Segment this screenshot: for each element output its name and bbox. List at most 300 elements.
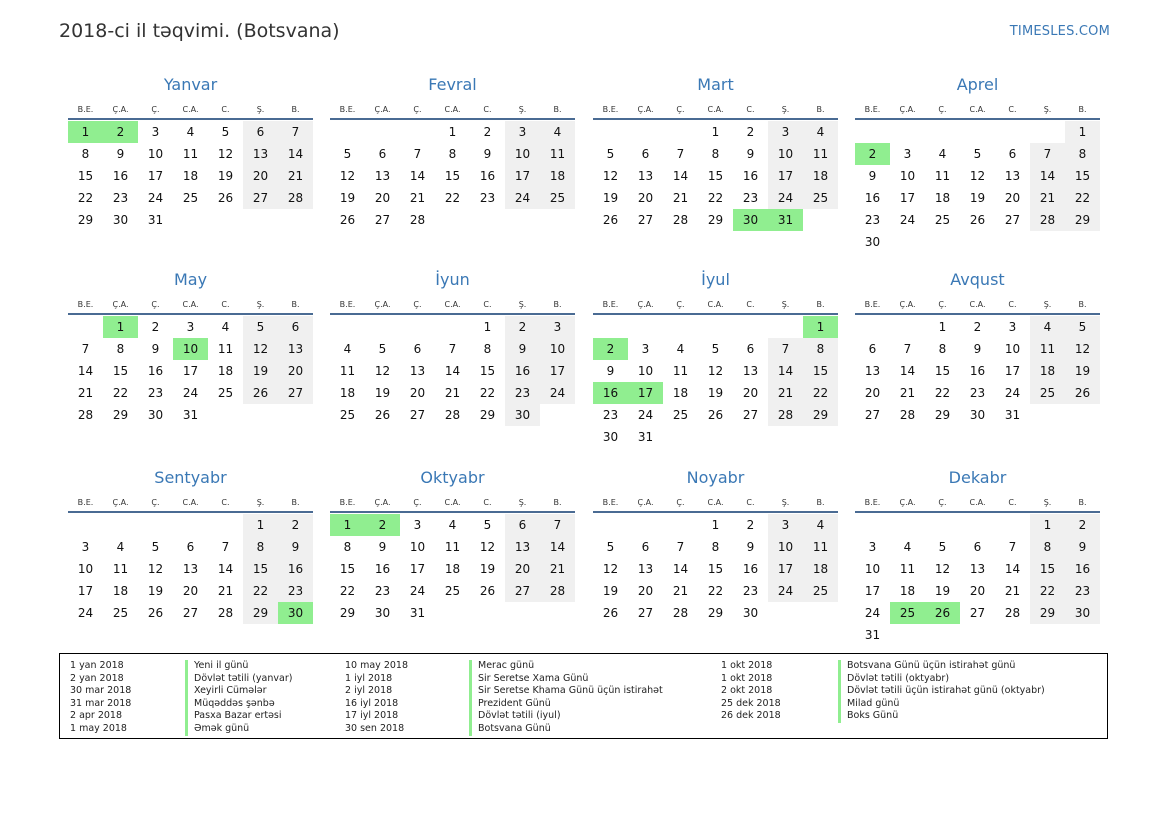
day-cell: 7 <box>413 147 422 161</box>
day-cell: 4 <box>1030 316 1065 338</box>
day-cell: 16 <box>374 562 391 576</box>
day-cell: 1 <box>711 125 720 139</box>
holiday-day-cell: 1 <box>330 514 365 536</box>
day-cell: 16 <box>1065 558 1100 580</box>
empty-cell <box>593 121 628 143</box>
weekday-label: C. <box>1008 498 1017 507</box>
day-cell: 31 <box>864 628 881 642</box>
day-cell: 22 <box>707 584 724 598</box>
day-cell: 29 <box>1065 209 1100 231</box>
day-cell: 8 <box>448 147 457 161</box>
day-cell: 25 <box>182 191 199 205</box>
day-cell: 29 <box>112 408 129 422</box>
day-cell: 19 <box>707 386 724 400</box>
day-cell: 27 <box>278 382 313 404</box>
day-cell: 22 <box>243 580 278 602</box>
holiday-day-cell: 1 <box>103 316 138 338</box>
day-cell: 31 <box>147 213 164 227</box>
day-cell: 4 <box>676 342 685 356</box>
day-cell: 27 <box>637 606 654 620</box>
day-cell: 27 <box>243 187 278 209</box>
empty-cell <box>855 514 890 536</box>
weekday-label: Ş. <box>256 105 265 114</box>
weekday-label: B. <box>816 498 825 507</box>
day-cell: 11 <box>934 169 951 183</box>
day-cell: 21 <box>278 165 313 187</box>
day-cell: 20 <box>182 584 199 598</box>
day-cell: 22 <box>112 386 129 400</box>
day-cell: 18 <box>1030 360 1065 382</box>
weekday-label: Ç.A. <box>112 498 129 507</box>
day-cell: 16 <box>864 191 881 205</box>
weekday-label: C.A. <box>969 300 986 309</box>
day-cell: 11 <box>899 562 916 576</box>
day-cell: 10 <box>768 536 803 558</box>
day-cell: 27 <box>374 213 391 227</box>
day-cell: 10 <box>147 147 164 161</box>
month-dekabr <box>855 468 1100 646</box>
day-cell: 8 <box>938 342 947 356</box>
holiday-day-cell: 30 <box>278 602 313 624</box>
day-cell: 8 <box>711 540 720 554</box>
day-cell: 30 <box>742 606 759 620</box>
day-cell: 23 <box>112 191 129 205</box>
day-cell: 10 <box>1004 342 1021 356</box>
day-cell: 7 <box>676 147 685 161</box>
day-cell: 22 <box>934 386 951 400</box>
month-name: Avqust <box>950 270 1005 289</box>
day-cell: 27 <box>409 408 426 422</box>
weekday-label: Ç. <box>413 105 422 114</box>
day-cell: 3 <box>903 147 912 161</box>
weekday-label: Ç.A. <box>374 105 391 114</box>
day-cell: 4 <box>343 342 352 356</box>
day-cell: 12 <box>602 169 619 183</box>
day-cell: 10 <box>864 562 881 576</box>
day-cell: 24 <box>637 408 654 422</box>
day-cell: 23 <box>742 584 759 598</box>
legend-date: 2 iyl 2018 <box>345 685 393 697</box>
empty-cell <box>208 514 243 536</box>
day-cell: 19 <box>374 386 391 400</box>
day-cell: 3 <box>505 121 540 143</box>
empty-cell <box>663 121 698 143</box>
weekday-label: Ş. <box>781 300 790 309</box>
day-cell: 21 <box>77 386 94 400</box>
day-cell: 3 <box>768 121 803 143</box>
day-cell: 7 <box>1030 143 1065 165</box>
day-cell: 10 <box>637 364 654 378</box>
day-cell: 6 <box>973 540 982 554</box>
day-cell: 20 <box>409 386 426 400</box>
legend-dates-col-2 <box>345 660 408 736</box>
empty-cell <box>330 121 365 143</box>
weekday-label: Ç. <box>676 300 685 309</box>
day-cell: 22 <box>444 191 461 205</box>
weekday-label: C.A. <box>182 300 199 309</box>
empty-cell <box>960 121 995 143</box>
day-cell: 13 <box>182 562 199 576</box>
day-cell: 9 <box>278 536 313 558</box>
day-cell: 24 <box>505 187 540 209</box>
day-cell: 18 <box>339 386 356 400</box>
weekday-header <box>330 498 575 513</box>
day-cell: 9 <box>378 540 387 554</box>
weekday-label: C.A. <box>707 105 724 114</box>
weekday-label: C. <box>483 300 492 309</box>
day-cell: 17 <box>540 360 575 382</box>
holiday-day-cell: 1 <box>68 121 103 143</box>
day-cell: 4 <box>116 540 125 554</box>
weekday-label: C.A. <box>444 105 461 114</box>
weekday-label: Ç. <box>676 105 685 114</box>
empty-cell <box>960 514 995 536</box>
day-cell: 31 <box>182 408 199 422</box>
day-cell: 15 <box>707 562 724 576</box>
day-cell: 25 <box>112 606 129 620</box>
day-cell: 14 <box>672 169 689 183</box>
month-name: Mart <box>697 75 734 94</box>
day-cell: 22 <box>479 386 496 400</box>
legend-date: 25 dek 2018 <box>721 697 781 709</box>
weekday-header <box>855 498 1100 513</box>
legend-date: 2 apr 2018 <box>70 710 123 722</box>
weekday-label: Ç.A. <box>637 498 654 507</box>
holiday-day-cell: 25 <box>890 602 925 624</box>
legend-date: 1 may 2018 <box>70 722 127 734</box>
day-cell: 17 <box>77 584 94 598</box>
day-cell: 20 <box>278 360 313 382</box>
day-cell: 14 <box>1004 562 1021 576</box>
day-cell: 26 <box>243 382 278 404</box>
day-cell: 3 <box>413 518 422 532</box>
day-cell: 22 <box>707 191 724 205</box>
weekday-label: Ç.A. <box>637 300 654 309</box>
weekday-label: C.A. <box>707 498 724 507</box>
month-mart <box>593 75 838 231</box>
day-cell: 14 <box>278 143 313 165</box>
day-cell: 19 <box>217 169 234 183</box>
day-cell: 5 <box>378 342 387 356</box>
day-cell: 14 <box>768 360 803 382</box>
weekday-label: Ş. <box>1043 300 1052 309</box>
weekday-label: B. <box>1078 300 1087 309</box>
day-cell: 12 <box>602 562 619 576</box>
day-cell: 14 <box>444 364 461 378</box>
legend-holiday-name: Dövlət tətili (iyul) <box>469 710 663 723</box>
empty-cell <box>628 316 663 338</box>
weekday-label: C. <box>746 105 755 114</box>
day-cell: 16 <box>742 562 759 576</box>
day-cell: 25 <box>540 187 575 209</box>
day-cell: 13 <box>637 562 654 576</box>
weekday-label: C.A. <box>444 498 461 507</box>
legend-holiday-name: Sir Seretse Khama Günü üçün istirahət <box>469 685 663 698</box>
day-cell: 13 <box>243 143 278 165</box>
legend-names-col-3 <box>838 660 1045 723</box>
day-cell: 2 <box>505 316 540 338</box>
day-cell: 9 <box>151 342 160 356</box>
day-cell: 29 <box>707 213 724 227</box>
day-cell: 6 <box>746 342 755 356</box>
day-grid <box>330 514 575 624</box>
day-cell: 1 <box>448 125 457 139</box>
weekday-label: Ş. <box>256 498 265 507</box>
day-cell: 15 <box>444 169 461 183</box>
day-cell: 27 <box>864 408 881 422</box>
legend-date: 17 iyl 2018 <box>345 710 399 722</box>
empty-cell <box>365 316 400 338</box>
legend-holiday-name: Boks Günü <box>838 710 1045 723</box>
day-grid <box>68 316 313 426</box>
day-cell: 22 <box>1030 580 1065 602</box>
day-cell: 20 <box>864 386 881 400</box>
day-cell: 23 <box>742 191 759 205</box>
day-cell: 25 <box>934 213 951 227</box>
empty-cell <box>628 121 663 143</box>
weekday-label: Ç. <box>938 105 947 114</box>
weekday-label: C. <box>483 105 492 114</box>
month-name: Fevral <box>428 75 477 94</box>
day-cell: 21 <box>444 386 461 400</box>
day-cell: 9 <box>973 342 982 356</box>
legend-holiday-name: Merac günü <box>469 660 663 673</box>
weekday-header <box>593 105 838 120</box>
day-cell: 12 <box>1065 338 1100 360</box>
day-cell: 25 <box>217 386 234 400</box>
day-cell: 31 <box>1004 408 1021 422</box>
weekday-header <box>330 300 575 315</box>
legend-holiday-name: Dövlət tətili (oktyabr) <box>838 673 1045 686</box>
day-cell: 11 <box>182 147 199 161</box>
weekday-header <box>330 105 575 120</box>
day-cell: 15 <box>1030 558 1065 580</box>
weekday-label: C. <box>221 498 230 507</box>
empty-cell <box>593 316 628 338</box>
day-cell: 13 <box>742 364 759 378</box>
day-cell: 16 <box>278 558 313 580</box>
day-cell: 18 <box>899 584 916 598</box>
weekday-label: Ç.A. <box>374 498 391 507</box>
brand-link[interactable]: TIMESLES.COM <box>1009 24 1110 39</box>
day-cell: 2 <box>483 125 492 139</box>
weekday-label: Ş. <box>518 498 527 507</box>
legend-holiday-name: Milad günü <box>838 698 1045 711</box>
day-cell: 2 <box>973 320 982 334</box>
day-cell: 28 <box>278 187 313 209</box>
day-cell: 27 <box>1004 213 1021 227</box>
legend-holiday-name: Xeyirli Cümələr <box>185 685 292 698</box>
day-cell: 21 <box>768 382 803 404</box>
day-cell: 31 <box>637 430 654 444</box>
empty-cell <box>593 514 628 536</box>
month-i̇yul <box>593 270 838 448</box>
day-cell: 25 <box>672 408 689 422</box>
legend-date: 10 may 2018 <box>345 660 409 671</box>
day-cell: 12 <box>374 364 391 378</box>
day-grid <box>593 121 838 231</box>
legend-names-col-2 <box>469 660 663 736</box>
day-cell: 30 <box>505 404 540 426</box>
day-cell: 3 <box>186 320 195 334</box>
day-cell: 23 <box>1065 580 1100 602</box>
day-cell: 28 <box>899 408 916 422</box>
day-cell: 24 <box>768 580 803 602</box>
weekday-label: Ş. <box>518 300 527 309</box>
month-fevral <box>330 75 575 231</box>
day-cell: 15 <box>1065 165 1100 187</box>
day-cell: 28 <box>768 404 803 426</box>
day-cell: 4 <box>540 121 575 143</box>
day-cell: 2 <box>746 518 755 532</box>
day-cell: 18 <box>934 191 951 205</box>
legend-holiday-name: Əmək günü <box>185 723 292 736</box>
weekday-label: Ç.A. <box>112 105 129 114</box>
empty-cell <box>995 514 1030 536</box>
legend-holiday-name: Botsvana Günü üçün istirahət günü <box>838 660 1045 673</box>
day-cell: 14 <box>409 169 426 183</box>
day-cell: 26 <box>602 606 619 620</box>
weekday-label: Ş. <box>1043 498 1052 507</box>
day-cell: 30 <box>1065 602 1100 624</box>
day-grid <box>330 121 575 231</box>
month-name: İyun <box>435 270 470 289</box>
day-cell: 3 <box>540 316 575 338</box>
weekday-label: B. <box>553 300 562 309</box>
day-cell: 13 <box>278 338 313 360</box>
holiday-day-cell: 2 <box>365 514 400 536</box>
day-cell: 15 <box>707 169 724 183</box>
legend-date: 1 iyl 2018 <box>345 672 393 684</box>
day-cell: 30 <box>374 606 391 620</box>
day-cell: 9 <box>746 147 755 161</box>
day-cell: 17 <box>768 558 803 580</box>
day-cell: 10 <box>409 540 426 554</box>
day-cell: 3 <box>868 540 877 554</box>
day-cell: 28 <box>1030 209 1065 231</box>
day-cell: 27 <box>182 606 199 620</box>
holiday-day-cell: 2 <box>593 338 628 360</box>
legend-holiday-name: Dövlət tətili (yanvar) <box>185 673 292 686</box>
day-cell: 11 <box>339 364 356 378</box>
day-cell: 12 <box>969 169 986 183</box>
day-cell: 13 <box>1004 169 1021 183</box>
weekday-label: C. <box>221 105 230 114</box>
day-cell: 3 <box>81 540 90 554</box>
month-aprel <box>855 75 1100 253</box>
empty-cell <box>925 514 960 536</box>
day-cell: 14 <box>77 364 94 378</box>
day-cell: 31 <box>409 606 426 620</box>
weekday-label: B.E. <box>77 300 94 309</box>
day-cell: 9 <box>483 147 492 161</box>
day-cell: 10 <box>899 169 916 183</box>
empty-cell <box>330 316 365 338</box>
day-cell: 1 <box>483 320 492 334</box>
day-cell: 22 <box>77 191 94 205</box>
day-grid <box>855 121 1100 253</box>
holiday-day-cell: 31 <box>768 209 803 231</box>
day-grid <box>593 316 838 448</box>
weekday-label: Ç. <box>151 300 160 309</box>
weekday-label: B. <box>553 498 562 507</box>
weekday-label: C.A. <box>969 498 986 507</box>
day-cell: 20 <box>243 165 278 187</box>
weekday-label: B. <box>291 105 300 114</box>
month-name: Dekabr <box>948 468 1007 487</box>
weekday-label: B.E. <box>339 105 356 114</box>
day-cell: 12 <box>339 169 356 183</box>
day-cell: 21 <box>217 584 234 598</box>
day-cell: 29 <box>243 602 278 624</box>
month-name: Aprel <box>956 75 999 94</box>
day-cell: 26 <box>707 408 724 422</box>
day-cell: 6 <box>641 540 650 554</box>
weekday-label: B. <box>1078 105 1087 114</box>
weekday-label: B. <box>553 105 562 114</box>
day-cell: 12 <box>243 338 278 360</box>
legend-dates-col-1 <box>70 660 131 736</box>
day-cell: 13 <box>505 536 540 558</box>
day-cell: 11 <box>112 562 129 576</box>
weekday-label: B.E. <box>77 105 94 114</box>
empty-cell <box>68 316 103 338</box>
day-cell: 25 <box>1030 382 1065 404</box>
day-cell: 18 <box>803 558 838 580</box>
day-cell: 23 <box>969 386 986 400</box>
day-cell: 19 <box>243 360 278 382</box>
day-grid <box>855 316 1100 426</box>
day-cell: 25 <box>803 580 838 602</box>
weekday-label: C.A. <box>969 105 986 114</box>
day-cell: 18 <box>540 165 575 187</box>
day-cell: 18 <box>112 584 129 598</box>
day-cell: 19 <box>339 191 356 205</box>
legend-date: 1 yan 2018 <box>70 660 124 671</box>
day-cell: 16 <box>112 169 129 183</box>
day-cell: 14 <box>540 536 575 558</box>
day-cell: 13 <box>409 364 426 378</box>
day-cell: 1 <box>1065 121 1100 143</box>
day-cell: 30 <box>112 213 129 227</box>
day-cell: 28 <box>672 213 689 227</box>
day-cell: 9 <box>868 169 877 183</box>
day-cell: 5 <box>938 540 947 554</box>
day-cell: 29 <box>339 606 356 620</box>
day-cell: 28 <box>444 408 461 422</box>
day-cell: 15 <box>803 360 838 382</box>
weekday-label: Ç. <box>413 498 422 507</box>
day-cell: 16 <box>742 169 759 183</box>
day-cell: 7 <box>903 342 912 356</box>
day-cell: 3 <box>151 125 160 139</box>
day-cell: 8 <box>81 147 90 161</box>
empty-cell <box>890 514 925 536</box>
day-cell: 6 <box>413 342 422 356</box>
day-cell: 21 <box>672 191 689 205</box>
day-cell: 19 <box>969 191 986 205</box>
day-cell: 11 <box>1030 338 1065 360</box>
empty-cell <box>855 316 890 338</box>
day-cell: 8 <box>243 536 278 558</box>
day-cell: 27 <box>637 213 654 227</box>
empty-cell <box>733 316 768 338</box>
day-cell: 9 <box>606 364 615 378</box>
legend-holiday-name: Yeni il günü <box>185 660 292 673</box>
page-title: 2018-ci il təqvimi. (Botsvana) <box>59 20 340 42</box>
weekday-header <box>593 300 838 315</box>
day-cell: 5 <box>606 147 615 161</box>
